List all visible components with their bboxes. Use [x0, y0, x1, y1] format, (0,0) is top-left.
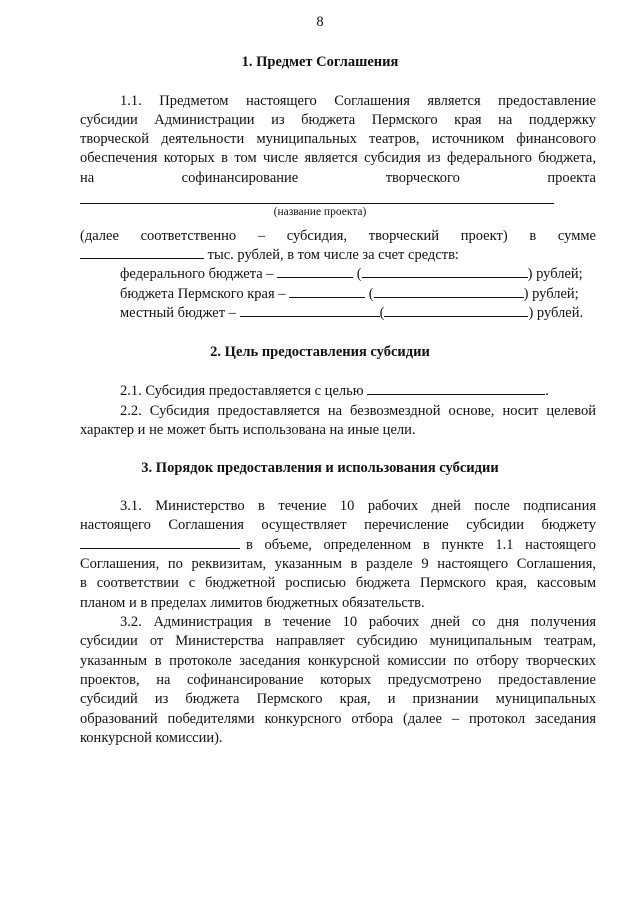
- amount-blank[interactable]: [80, 246, 204, 259]
- word: проект): [460, 228, 508, 244]
- paragraph-3-1-line: Соглашения, по реквизитам, указанным в разделе 9 настоящего Соглашения,: [80, 556, 596, 572]
- funding-tail: ) рублей;: [523, 286, 579, 302]
- project-name-blank[interactable]: [80, 203, 554, 204]
- paragraph-3-2-line: образований победителями конкурсного отбора (далее – протокол заседания: [80, 711, 596, 727]
- word: –: [257, 228, 266, 244]
- project-name-caption: (название проекта): [273, 206, 367, 218]
- paragraph-3-2-line: проектов, на софинансирование которых предусмотрено предоставление: [80, 672, 596, 688]
- paragraph-3-2-line: 3.2. Администрация в течение 10 рабочих дней со дня получения: [120, 614, 596, 630]
- section-1-heading: 1. Предмет Соглашения: [241, 54, 399, 70]
- word: соответственно: [140, 228, 237, 244]
- paragraph-2-2-line: 2.2. Субсидия предоставляется на безвозмездной основе, носит целевой: [120, 403, 596, 419]
- paragraph-3-1-line: в соответствии с бюджетной росписью бюджета Пермского края, кассовым: [80, 575, 596, 591]
- municipality-blank[interactable]: [80, 536, 240, 549]
- paragraph-text: 2.1. Субсидия предоставляется с целью: [120, 383, 364, 399]
- paragraph-1-1-line: [80, 227, 596, 246]
- paragraph-3-1-line: [80, 536, 596, 555]
- paragraph-3-1-line: планом и в пределах лимитов бюджетных обязательств.: [80, 595, 425, 611]
- funding-words-blank[interactable]: [374, 285, 524, 298]
- paragraph-1-1-line: творческой деятельности муниципальных театров, источником финансового: [80, 131, 596, 147]
- funding-tail: ) рублей;: [527, 266, 583, 282]
- funding-row-regional: бюджета Пермского края – ( ) рублей;: [120, 286, 579, 302]
- amount-line: [80, 246, 596, 265]
- paragraph-3-2-line: указанным в протоколе заседания конкурсной комиссии по отбору творческих: [80, 653, 596, 669]
- word: сумме: [557, 228, 596, 244]
- paragraph-1-1-line: [80, 169, 596, 188]
- funding-tail: ) рублей.: [528, 305, 584, 321]
- paragraph-3-1-line: 3.1. Министерство в течение 10 рабочих дней после подписания: [120, 498, 596, 514]
- funding-row-federal: федерального бюджета – ( ) рублей;: [120, 266, 583, 282]
- paragraph-3-2-line: субсидии от Министерства направляет субсидию муниципальным театрам,: [80, 633, 596, 649]
- paragraph-1-1-line: 1.1. Предметом настоящего Соглашения является предоставление: [120, 93, 596, 109]
- paragraph-text: в объеме, определенном в пункте 1.1 настоящего: [246, 537, 596, 553]
- amount-tail: тыс. рублей, в том числе за счет средств:: [207, 247, 459, 263]
- word: на: [80, 170, 95, 186]
- word: софинансирование: [181, 170, 299, 186]
- funding-amount-blank[interactable]: [289, 285, 365, 298]
- period: .: [545, 383, 549, 399]
- paragraph-3-2-line: конкурсной комиссии).: [80, 730, 223, 746]
- paragraph-1-1-line: обеспечения которых в том числе является субсидия из федерального бюджета,: [80, 150, 596, 166]
- word: субсидия,: [286, 228, 348, 244]
- paragraph-2-1: [80, 382, 596, 401]
- paragraph-3-2-line: субсидий из бюджета Пермского края, и признании муниципальных: [80, 691, 596, 707]
- funding-amount-blank[interactable]: [240, 304, 380, 317]
- section-2-heading: 2. Цель предоставления субсидии: [210, 344, 430, 360]
- paragraph-1-1-line: субсидии Администрации из бюджета Пермского края на поддержку: [80, 112, 596, 128]
- word: проекта: [547, 170, 596, 186]
- paragraph-2-2-line: характер и не может быть использована на иные цели.: [80, 422, 416, 438]
- section-3-heading: 3. Порядок предоставления и использования субсидии: [141, 460, 499, 476]
- word: (далее: [80, 228, 119, 244]
- funding-words-blank[interactable]: [362, 265, 528, 278]
- funding-label: бюджета Пермского края –: [120, 286, 286, 302]
- funding-words-blank[interactable]: [384, 304, 528, 317]
- word: в: [529, 228, 537, 244]
- page-number: 8: [316, 14, 324, 30]
- funding-amount-blank[interactable]: [277, 265, 353, 278]
- purpose-blank[interactable]: [367, 382, 545, 395]
- paragraph-3-1-line: настоящего Соглашения осуществляет перечисление субсидии бюджету: [80, 517, 596, 533]
- word: творческого: [385, 170, 460, 186]
- word: творческий: [368, 228, 440, 244]
- funding-label: местный бюджет –: [120, 305, 236, 321]
- funding-row-local: местный бюджет – ( ) рублей.: [120, 305, 584, 321]
- funding-label: федерального бюджета –: [120, 266, 274, 282]
